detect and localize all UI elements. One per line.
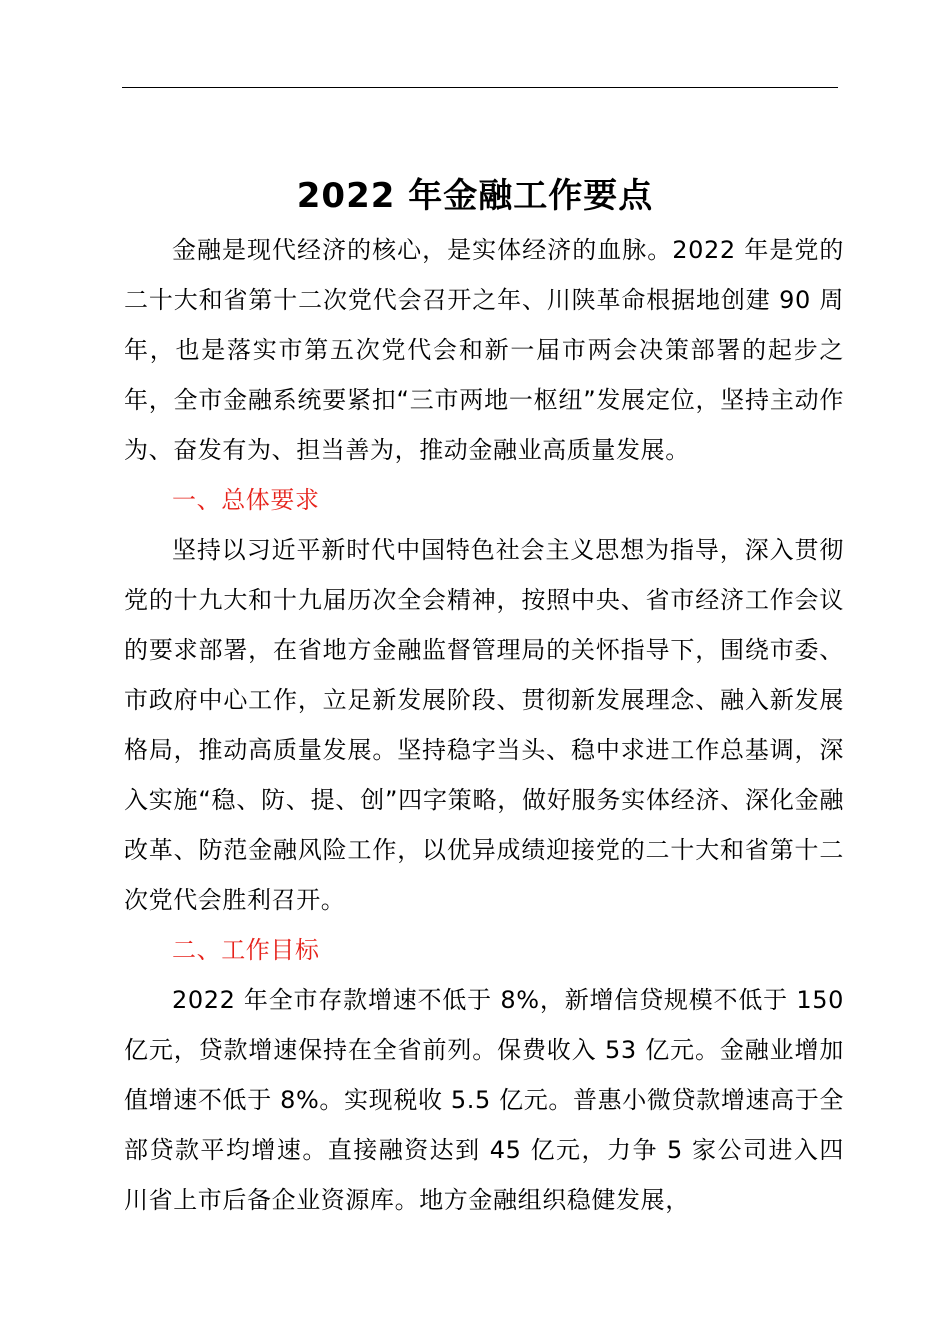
section-heading-work-goals: 二、工作目标 bbox=[172, 936, 320, 964]
section-heading-overall-requirements: 一、总体要求 bbox=[172, 486, 320, 514]
page-title: 2022 年金融工作要点 bbox=[296, 175, 654, 216]
document-body bbox=[124, 225, 844, 1225]
section-paragraph-work-goals: 2022 年全市存款增速不低于 8%，新增信贷规模不低于 150 亿元，贷款增速保持在全省前列。保费收入 53 亿元。金融业增加值增速不低于 8%。实现税收 5.5 亿元。普惠小微贷款增速高于全部贷款平均增速。直接融资达到 45 亿元，力争 5 家公司进入四川省上市后备企业资源库。地方金融组织稳健发展， bbox=[124, 986, 844, 1214]
section-paragraph-overall-requirements: 坚持以习近平新时代中国特色社会主义思想为指导，深入贯彻党的十九大和十九届历次全会精神，按照中央、省市经济工作会议的要求部署，在省地方金融监督管理局的关怀指导下，围绕市委、市政府中心工作，立足新发展阶段、贯彻新发展理念、融入新发展格局，推动高质量发展。坚持稳字当头、稳中求进工作总基调，深入实施“稳、防、提、创”四字策略，做好服务实体经济、深化金融改革、防范金融风险工作，以优异成绩迎接党的二十大和省第十二次党代会胜利召开。 bbox=[124, 536, 844, 914]
intro-paragraph: 金融是现代经济的核心，是实体经济的血脉。2022 年是党的二十大和省第十二次党代会召开之年、川陕革命根据地创建 90 周年，也是落实市第五次党代会和新一届市两会决策部署的起步之年，全市金融系统要紧扣“三市两地一枢纽”发展定位，坚持主动作为、奋发有为、担当善为，推动金融业高质量发展。 bbox=[124, 236, 844, 464]
header-rule bbox=[122, 87, 838, 88]
